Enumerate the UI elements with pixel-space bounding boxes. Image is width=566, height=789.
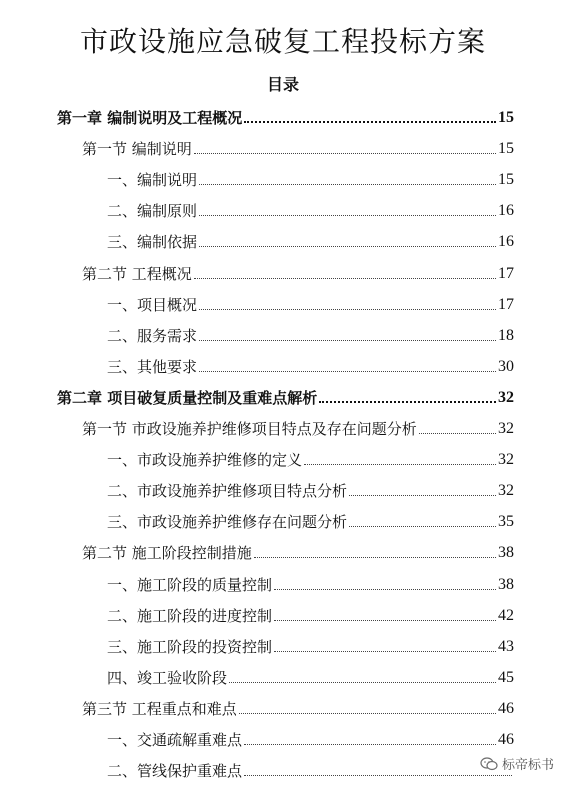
toc-entry-text: 第二节 工程概况 [82,264,192,283]
toc-leader-dots [199,184,496,185]
toc-leader-dots [199,246,496,247]
toc-page-number: 43 [498,637,514,655]
toc-entry-text: 二、管线保护重难点 [107,762,243,781]
toc-leader-dots [304,464,496,465]
toc-leader-dots [199,309,496,310]
toc-item-row [107,353,514,377]
toc-leader-dots [319,401,496,403]
toc-leader-dots [194,153,496,154]
toc-entry-text: 二、施工阶段的进度控制 [107,606,273,625]
toc-page-number: 16 [498,233,514,251]
toc-page-number: 46 [498,699,514,717]
toc-item-row [107,508,514,532]
toc-entry-text: 二、编制原则 [107,202,198,221]
toc-page-number: 15 [498,140,514,158]
toc-leader-dots [239,713,496,714]
toc-page-number: 46 [498,731,514,748]
toc-entry-text: 一、施工阶段的质量控制 [107,575,273,594]
watermark-text: 标帝标书 [501,758,554,773]
toc-section-row [82,695,514,719]
watermark [480,754,554,773]
toc-leader-dots [244,744,496,745]
toc-item-row [107,757,514,781]
toc-entry-text: 第二节 施工阶段控制措施 [82,544,252,563]
toc-section-row [82,415,514,439]
toc-page-number: 18 [498,326,514,344]
toc-entry-text: 第一节 编制说明 [82,140,192,159]
toc-item-row [107,166,514,190]
toc-page-number: 15 [498,171,514,189]
toc-leader-dots [274,620,496,621]
toc-page-number: 35 [498,513,514,531]
toc-item-row [107,477,514,501]
toc-entry-text: 三、施工阶段的投资控制 [107,637,273,656]
toc-entry-text: 第一节 市政设施养护维修项目特点及存在问题分析 [82,420,417,438]
toc-leader-dots [419,433,496,434]
toc-item-row [107,571,514,595]
wechat-icon [480,757,498,771]
toc-page-number: 15 [498,109,514,126]
toc-item-row [107,446,514,470]
toc-entry-text: 三、编制依据 [107,233,198,252]
toc-entry-text: 第三节 工程重点和难点 [82,699,237,718]
toc-leader-dots [199,371,496,372]
page-title: 市政设施应急破复工程投标方案 [79,25,486,58]
toc-page-number: 32 [498,388,514,406]
toc-item-row [107,602,514,626]
toc-page-number: 45 [498,668,514,686]
toc-leader-dots [244,775,512,776]
toc-section-row [82,260,514,284]
toc-page-number: 38 [498,544,514,562]
toc-section-row [82,539,514,563]
toc-entry-text: 一、交通疏解重难点 [107,731,243,749]
toc-item-row [107,322,514,346]
toc-item-row [107,633,514,657]
toc-chapter-row [57,384,514,408]
toc-page-number: 42 [498,606,514,624]
toc-leader-dots [229,682,496,683]
toc-entry-text: 第二章 项目破复质量控制及重难点解析 [57,388,318,407]
toc-leader-dots [199,215,496,216]
toc-entry-text: 一、市政设施养护维修的定义 [107,451,303,470]
toc-page-number: 30 [498,357,514,375]
toc-page-number: 32 [498,420,514,437]
toc-leader-dots [274,651,496,652]
toc-page-number: 16 [498,202,514,220]
toc-entry-text: 一、编制说明 [107,171,198,190]
toc-entry-text: 一、项目概况 [107,295,198,314]
toc-entry-text: 三、其他要求 [107,357,198,376]
toc-page-number: 17 [498,295,514,313]
toc-chapter-row [57,104,514,128]
toc-page-number: 32 [498,482,514,500]
toc-entry-text: 四、竣工验收阶段 [107,668,228,687]
toc-item-row [107,664,514,688]
toc-leader-dots [244,121,496,123]
toc-leader-dots [199,340,496,341]
toc-page-number: 32 [498,451,514,469]
toc-item-row [107,291,514,315]
toc-item-row [107,197,514,221]
toc-page-number: 17 [498,264,514,282]
toc-leader-dots [349,495,496,496]
toc-leader-dots [194,278,496,279]
toc-entry-text: 二、服务需求 [107,326,198,345]
toc-item-row [107,726,514,750]
toc-page-number: 38 [498,575,514,593]
toc-leader-dots [349,526,496,527]
toc-section-row [82,135,514,159]
toc-entry-text: 三、市政设施养护维修存在问题分析 [107,513,348,532]
toc-entry-text: 二、市政设施养护维修项目特点分析 [107,482,348,501]
toc-leader-dots [274,589,496,590]
toc-leader-dots [254,557,496,558]
toc-heading: 目录 [266,75,299,94]
toc-entry-text: 第一章 编制说明及工程概况 [57,109,243,127]
toc-item-row [107,228,514,252]
